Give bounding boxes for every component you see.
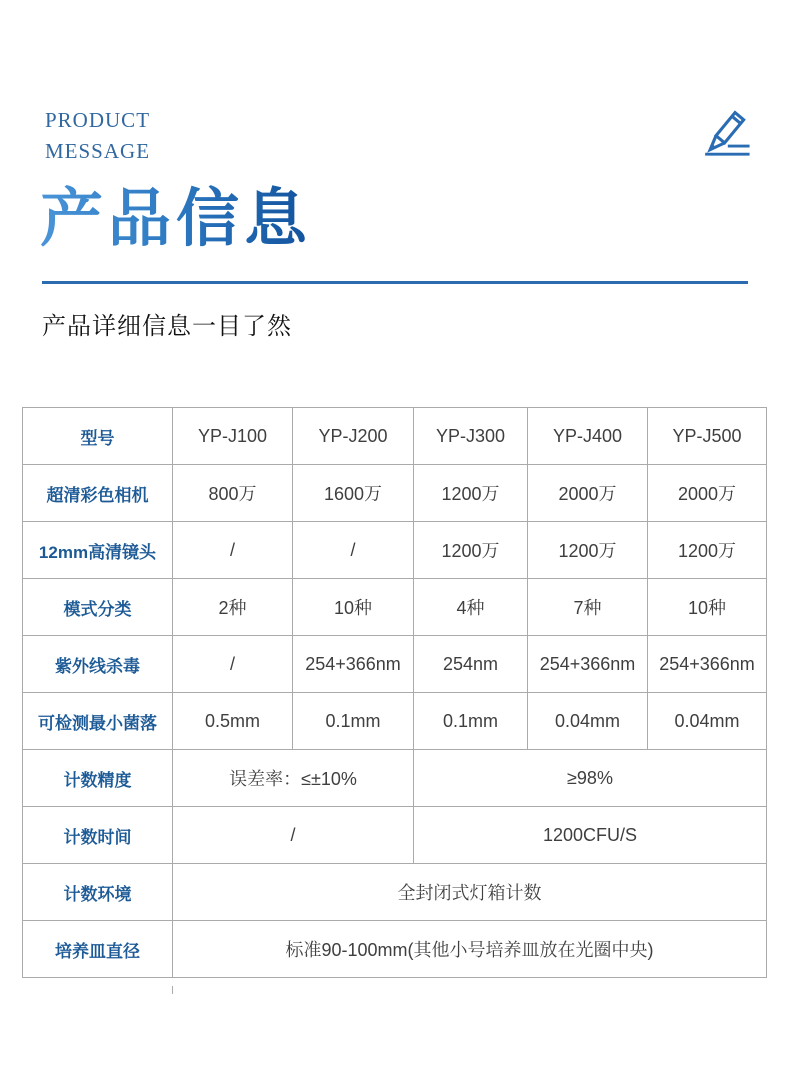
cell-value: /	[173, 807, 414, 864]
cell-value: 1200万	[414, 522, 528, 579]
cell-value: 0.04mm	[648, 693, 767, 750]
row-label-count-time: 计数时间	[23, 807, 173, 864]
cell-value: 0.1mm	[293, 693, 414, 750]
cell-value: 1200万	[648, 522, 767, 579]
cell-value: 254+366nm	[648, 636, 767, 693]
column-header-yp-j400: YP-J400	[528, 408, 648, 465]
pencil-edit-icon	[697, 103, 755, 161]
table-row-lens	[23, 522, 767, 579]
cell-value: /	[173, 522, 293, 579]
cell-value: ≥98%	[414, 750, 767, 807]
row-label-modes: 模式分类	[23, 579, 173, 636]
cell-value: 4种	[414, 579, 528, 636]
table-row-model	[23, 408, 767, 465]
cell-value: 2000万	[648, 465, 767, 522]
row-label-model: 型号	[23, 408, 173, 465]
cell-value: 0.5mm	[173, 693, 293, 750]
cell-value: 2000万	[528, 465, 648, 522]
table-row-uv	[23, 636, 767, 693]
row-label-camera: 超清彩色相机	[23, 465, 173, 522]
table-row-dish-diameter	[23, 921, 767, 978]
eyebrow-text	[45, 105, 150, 167]
cell-value: 2种	[173, 579, 293, 636]
cell-value: 10种	[293, 579, 414, 636]
product-spec-table	[22, 407, 767, 978]
cell-value: 全封闭式灯箱计数	[173, 864, 767, 921]
cell-value: 0.04mm	[528, 693, 648, 750]
cell-value: 254+366nm	[528, 636, 648, 693]
row-label-dish-diameter: 培养皿直径	[23, 921, 173, 978]
eyebrow-line1: PRODUCT	[45, 108, 151, 132]
row-label-environment: 计数环境	[23, 864, 173, 921]
table-border-tick	[172, 986, 173, 994]
cell-value: 1200CFU/S	[414, 807, 767, 864]
table-row-accuracy	[23, 750, 767, 807]
cell-value: 0.1mm	[414, 693, 528, 750]
row-label-uv: 紫外线杀毒	[23, 636, 173, 693]
cell-value: 7种	[528, 579, 648, 636]
cell-value: /	[293, 522, 414, 579]
table-row-modes	[23, 579, 767, 636]
table-row-count-time	[23, 807, 767, 864]
cell-value: 10种	[648, 579, 767, 636]
cell-value: 1600万	[293, 465, 414, 522]
cell-value: 标准90-100mm(其他小号培养皿放在光圈中央)	[173, 921, 767, 978]
title-divider	[42, 281, 748, 284]
table-row-min-colony	[23, 693, 767, 750]
page-subtitle: 产品详细信息一目了然	[42, 314, 292, 340]
column-header-yp-j200: YP-J200	[293, 408, 414, 465]
column-header-yp-j500: YP-J500	[648, 408, 767, 465]
row-label-accuracy: 计数精度	[23, 750, 173, 807]
cell-value: 1200万	[528, 522, 648, 579]
eyebrow-line2: MESSAGE	[45, 139, 151, 163]
cell-value: 254+366nm	[293, 636, 414, 693]
cell-value: 254nm	[414, 636, 528, 693]
table-row-environment	[23, 864, 767, 921]
column-header-yp-j100: YP-J100	[173, 408, 293, 465]
cell-value: 1200万	[414, 465, 528, 522]
cell-value: 误差率：≤±10%	[173, 750, 414, 807]
cell-value: 800万	[173, 465, 293, 522]
cell-value: /	[173, 636, 293, 693]
column-header-yp-j300: YP-J300	[414, 408, 528, 465]
table-row-camera	[23, 465, 767, 522]
row-label-min-colony: 可检测最小菌落	[23, 693, 173, 750]
row-label-lens: 12mm高清镜头	[23, 522, 173, 579]
page-title: 产品信息	[40, 168, 312, 259]
